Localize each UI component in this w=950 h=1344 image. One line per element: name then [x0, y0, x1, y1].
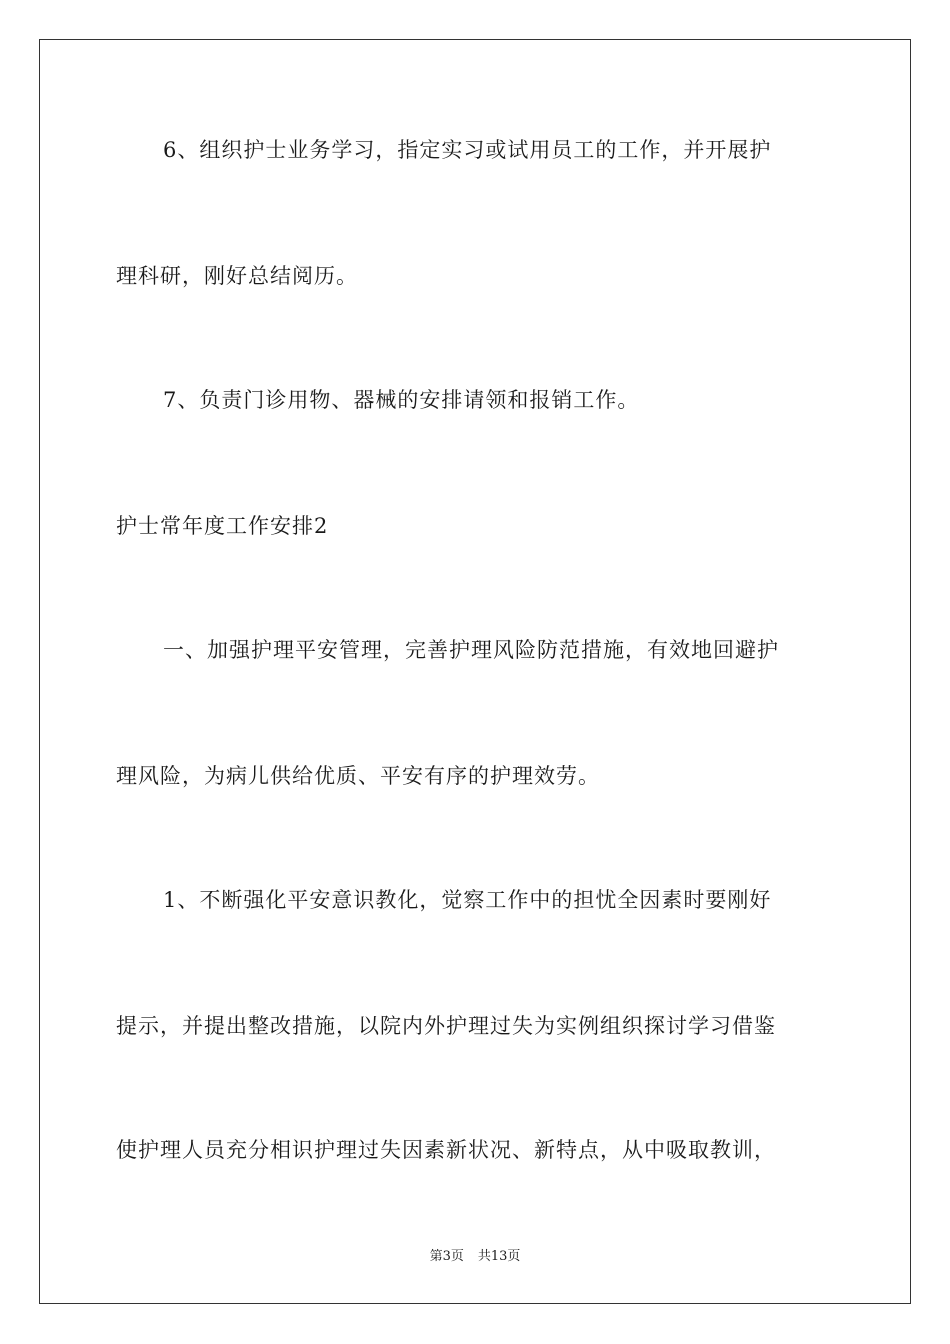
text-line: 理风险，为病儿供给优质、平安有序的护理效劳。: [116, 764, 600, 788]
text-line: 1、不断强化平安意识教化，觉察工作中的担忧全因素时要刚好: [163, 888, 772, 912]
text-line: 7、负责门诊用物、器械的安排请领和报销工作。: [163, 388, 640, 412]
page-number: 第3页: [429, 1249, 464, 1264]
text-line: 提示，并提出整改措施，以院内外护理过失为实例组织探讨学习借鉴: [116, 1014, 776, 1038]
text-line: 使护理人员充分相识护理过失因素新状况、新特点，从中吸取教训，: [116, 1138, 776, 1162]
page-total: 共13页: [477, 1249, 521, 1264]
text-line: 6、组织护士业务学习，指定实习或试用员工的工作，并开展护: [163, 138, 772, 162]
text-line: 理科研，刚好总结阅历。: [116, 264, 358, 288]
section-heading: 护士常年度工作安排2: [116, 514, 329, 538]
text-line: 一、加强护理平安管理，完善护理风险防范措施，有效地回避护: [163, 638, 779, 662]
page-footer: [0, 1248, 950, 1266]
page-frame: [39, 39, 911, 1304]
